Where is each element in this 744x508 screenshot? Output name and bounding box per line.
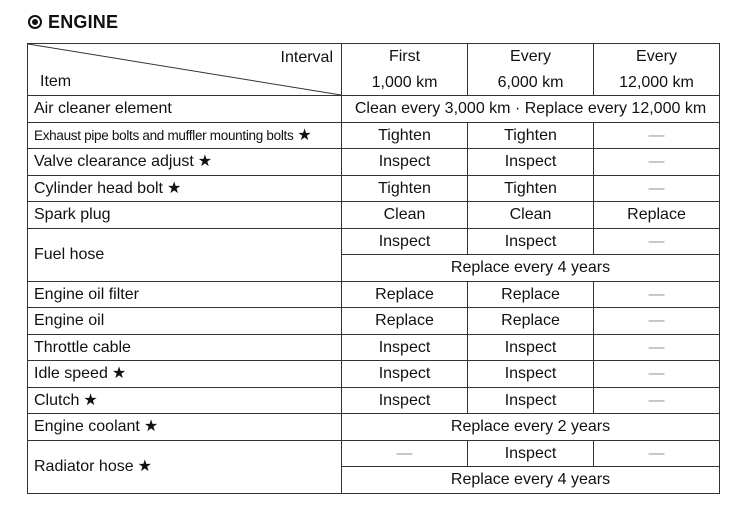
value-cell: Replace (468, 308, 594, 335)
table-row (28, 308, 720, 335)
item-cell (28, 414, 342, 441)
value-cell: Replace (594, 202, 720, 229)
header-col-12000 (594, 44, 720, 96)
header-col-first (342, 44, 468, 96)
value-cell: Clean (468, 202, 594, 229)
value-cell: Inspect (342, 228, 468, 255)
interval-note: Replace every 2 years (342, 414, 720, 441)
table-row (28, 149, 720, 176)
value-cell: Inspect (468, 361, 594, 388)
star-icon: ★ (83, 391, 98, 409)
item-cell (28, 361, 342, 388)
value-cell: Tighten (468, 122, 594, 149)
item-text: Engine coolant (34, 418, 140, 435)
value-cell: Inspect (342, 387, 468, 414)
item-cell: Fuel hose (28, 228, 342, 281)
header-col-6000 (468, 44, 594, 96)
value-cell: — (594, 387, 720, 414)
item-cell: Spark plug (28, 202, 342, 229)
interval-note: Replace every 4 years (342, 255, 720, 282)
star-icon: ★ (137, 457, 152, 475)
star-icon: ★ (297, 126, 312, 144)
item-label: Item (40, 72, 72, 90)
table-row (28, 202, 720, 229)
table-row (28, 122, 720, 149)
value-cell: — (342, 440, 468, 467)
value-cell: Replace (342, 308, 468, 335)
value-cell: — (594, 361, 720, 388)
table-row (28, 175, 720, 202)
value-cell: — (594, 149, 720, 176)
value-cell: Tighten (468, 175, 594, 202)
star-icon: ★ (166, 179, 182, 197)
value-cell: — (594, 440, 720, 467)
maintenance-schedule-table (27, 43, 720, 494)
table-row (28, 414, 720, 441)
section-title (28, 10, 118, 34)
item-cell: Engine oil (28, 308, 342, 335)
item-text: Valve clearance adjust (34, 153, 194, 170)
item-text: Clutch (34, 391, 80, 409)
value-cell: Inspect (342, 149, 468, 176)
value-cell: Replace (342, 281, 468, 308)
value-cell: Inspect (468, 334, 594, 361)
header-col-12000-line2: 12,000 km (619, 73, 694, 91)
item-cell (28, 175, 342, 202)
value-cell: — (594, 228, 720, 255)
value-cell: Inspect (342, 361, 468, 388)
table-row (28, 387, 720, 414)
star-icon: ★ (197, 153, 213, 170)
header-col-12000-line1: Every (636, 48, 677, 65)
value-cell: — (594, 281, 720, 308)
item-cell (28, 440, 342, 493)
interval-note: Clean every 3,000 km · Replace every 12,000 km (342, 96, 720, 123)
value-cell: Clean (342, 202, 468, 229)
value-cell: Inspect (342, 334, 468, 361)
star-icon: ★ (143, 418, 159, 435)
header-col-first-line2: 1,000 km (371, 73, 438, 91)
item-text: Radiator hose (34, 457, 134, 475)
item-cell (28, 149, 342, 176)
item-cell: Engine oil filter (28, 281, 342, 308)
table-row (28, 334, 720, 361)
item-text: Idle speed (34, 365, 108, 382)
section-title-text: ENGINE (48, 11, 119, 32)
star-icon: ★ (111, 365, 127, 382)
table-row (28, 440, 720, 467)
header-row (28, 44, 720, 96)
header-col-first-line1: First (388, 48, 421, 65)
interval-label: Interval (280, 49, 333, 66)
table-row (28, 361, 720, 388)
value-cell: — (594, 175, 720, 202)
value-cell: Inspect (468, 440, 594, 467)
item-text: Cylinder head bolt (34, 179, 163, 197)
value-cell: Inspect (468, 149, 594, 176)
item-cell (28, 122, 342, 149)
value-cell: Inspect (468, 387, 594, 414)
value-cell: Replace (468, 281, 594, 308)
item-cell: Air cleaner element (28, 96, 342, 123)
header-col-6000-line2: 6,000 km (497, 73, 564, 91)
item-cell: Throttle cable (28, 334, 342, 361)
header-diagonal-cell (28, 44, 342, 96)
value-cell: Tighten (342, 122, 468, 149)
value-cell: — (594, 334, 720, 361)
table-row (28, 281, 720, 308)
interval-note: Replace every 4 years (342, 467, 720, 494)
item-text: Exhaust pipe bolts and muffler mounting bolts (34, 127, 294, 143)
value-cell: — (594, 308, 720, 335)
table-row (28, 96, 720, 123)
value-cell: Tighten (342, 175, 468, 202)
bullet-circle-icon (28, 15, 42, 29)
table-row (28, 228, 720, 255)
value-cell: — (594, 122, 720, 149)
item-cell (28, 387, 342, 414)
value-cell: Inspect (468, 228, 594, 255)
header-col-6000-line1: Every (510, 48, 551, 65)
